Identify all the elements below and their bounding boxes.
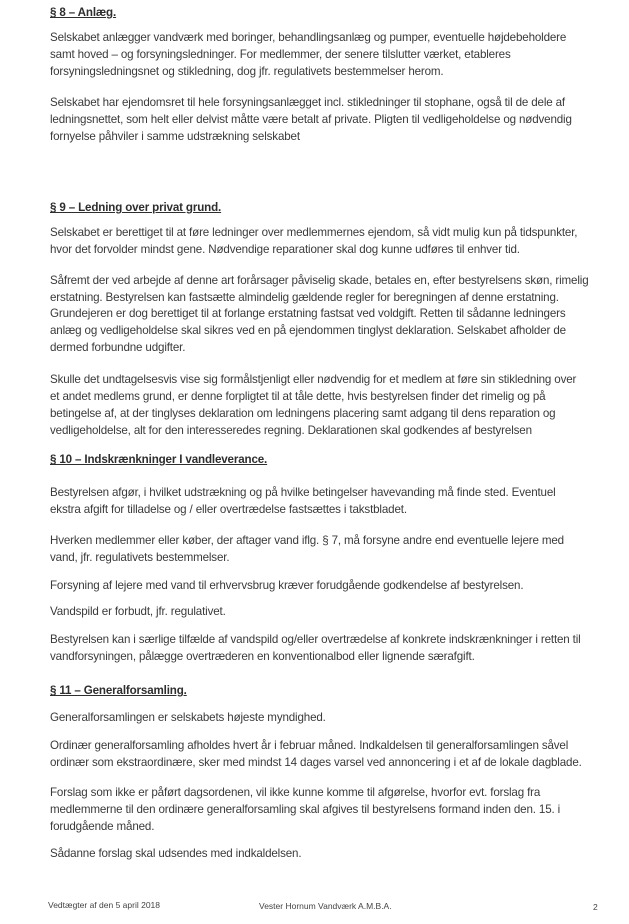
- paragraph-line: fornyelse påhviler i samme udstrækning selskabet: [50, 130, 300, 143]
- paragraph-line: Ordinær generalforsamling afholdes hvert år i februar måned. Indkaldelsen til generalforsamlingen såvel: [50, 739, 569, 752]
- paragraph-line: betingelse af, at der tinglyses deklaration om ledningens placering samt adgang til dens reparation og: [50, 407, 556, 420]
- paragraph-line: Selskabet har ejendomsret til hele forsyningsanlægget incl. stikledninger til stophane, også til de dele af: [50, 96, 565, 109]
- paragraph-line: anlæg og vedligeholdelse skal sikres ved en på ejendommen tinglyst deklaration. Selskabet afholder de: [50, 324, 566, 337]
- paragraph-line: medlemmerne til den ordinære generalforsamling skal afgives til bestyrelsens formand inden den. 15. i: [50, 803, 561, 816]
- section-9-heading: § 9 – Ledning over privat grund.: [50, 201, 222, 214]
- section-11-heading: § 11 – Generalforsamling.: [50, 684, 187, 697]
- paragraph-line: Selskabet er berettiget til at føre ledninger over medlemmernes ejendom, så vidt mulig kun på tidspunkter,: [50, 226, 578, 239]
- section-10-heading: § 10 – Indskrænkninger I vandleverance.: [50, 453, 268, 466]
- page-number: 2: [593, 902, 598, 912]
- paragraph-line: ordinær som ekstraordinære, sker med mindst 14 dages varsel ved annoncering i et af de lokale dagblade.: [50, 756, 582, 769]
- paragraph-line: forsyningsledningsnet og stikledning, dog jfr. regulativets bestemmelser herom.: [50, 65, 444, 78]
- paragraph-line: Såfremt der ved arbejde af denne art forårsager påviselig skade, betales en, efter bestyrelsens skøn, rimelig: [50, 274, 589, 287]
- paragraph-line: vand, jfr. regulativets bestemmelser.: [50, 551, 230, 564]
- paragraph-line: ekstra afgift for tilladelse og / eller overtrædelse fastsættes i takstbladet.: [50, 503, 407, 516]
- paragraph-line: Forsyning af lejere med vand til erhvervsbrug kræver forudgående godkendelse af bestyrelsen.: [50, 579, 524, 592]
- section-8-heading: § 8 – Anlæg.: [50, 6, 117, 19]
- paragraph-line: vandforsyningen, pålægge overtræderen en konventionalbod eller lignende særafgift.: [50, 650, 475, 663]
- paragraph-line: vedligeholdelse, alt for den interesseredes regning. Deklarationen skal godkendes af bestyrelsen: [50, 424, 532, 437]
- paragraph-line: Bestyrelsen kan i særlige tilfælde af vandspild og/eller overtrædelse af konkrete indskrænkninger i retten til: [50, 633, 581, 646]
- paragraph-line: Hverken medlemmer eller køber, der aftager vand iflg. § 7, må forsyne andre end eventuelle lejere med: [50, 534, 564, 547]
- paragraph-line: Bestyrelsen afgør, i hvilket udstrækning og på hvilke betingelser havevanding må finde sted. Eventuel: [50, 486, 556, 499]
- footer-organization: Vester Hornum Vandværk A.M.B.A.: [259, 901, 392, 911]
- paragraph-line: Grundejeren er dog berettiget til at forlange erstatning fastsat ved voldgift. Retten til sådanne ledningers: [50, 307, 566, 320]
- paragraph-line: erstatning. Bestyrelsen kan fastsætte almindelig gældende regler for beregningen af denne erstatning.: [50, 291, 559, 304]
- paragraph-line: Generalforsamlingen er selskabets højeste myndighed.: [50, 711, 326, 724]
- paragraph-line: ledningsnettet, som helt eller delvist måtte være betalt af private. Pligten til vedligeholdelse og nødvendig: [50, 113, 572, 126]
- footer-date: Vedtægter af den 5 april 2018: [48, 900, 160, 910]
- paragraph-line: dermed forbundne udgifter.: [50, 341, 186, 354]
- paragraph-line: Sådanne forslag skal udsendes med indkaldelsen.: [50, 847, 302, 860]
- paragraph-line: et andet medlems grund, er denne forpligtet til at tåle dette, hvis bestyrelsen finder det rimelig og på: [50, 390, 546, 403]
- paragraph-line: hvor det forvolder mindst gene. Nødvendige reparationer skal dog kunne udføres til enhver tid.: [50, 243, 520, 256]
- paragraph-line: Vandspild er forbudt, jfr. regulativet.: [50, 605, 226, 618]
- paragraph-line: Skulle det undtagelsesvis vise sig formålstjenligt eller nødvendig for et medlem at føre sin stikledning over: [50, 373, 577, 386]
- paragraph-line: Selskabet anlægger vandværk med boringer, behandlingsanlæg og pumper, eventuelle højdebeholdere: [50, 31, 567, 44]
- paragraph-line: Forslag som ikke er påført dagsordenen, vil ikke kunne komme til afgørelse, hvorfor evt. forslag fra: [50, 786, 541, 799]
- paragraph-line: samt hoved – og forsyningsledninger. For medlemmer, der senere tilslutter værket, etableres: [50, 48, 511, 61]
- paragraph-line: forudgående måned.: [50, 820, 155, 833]
